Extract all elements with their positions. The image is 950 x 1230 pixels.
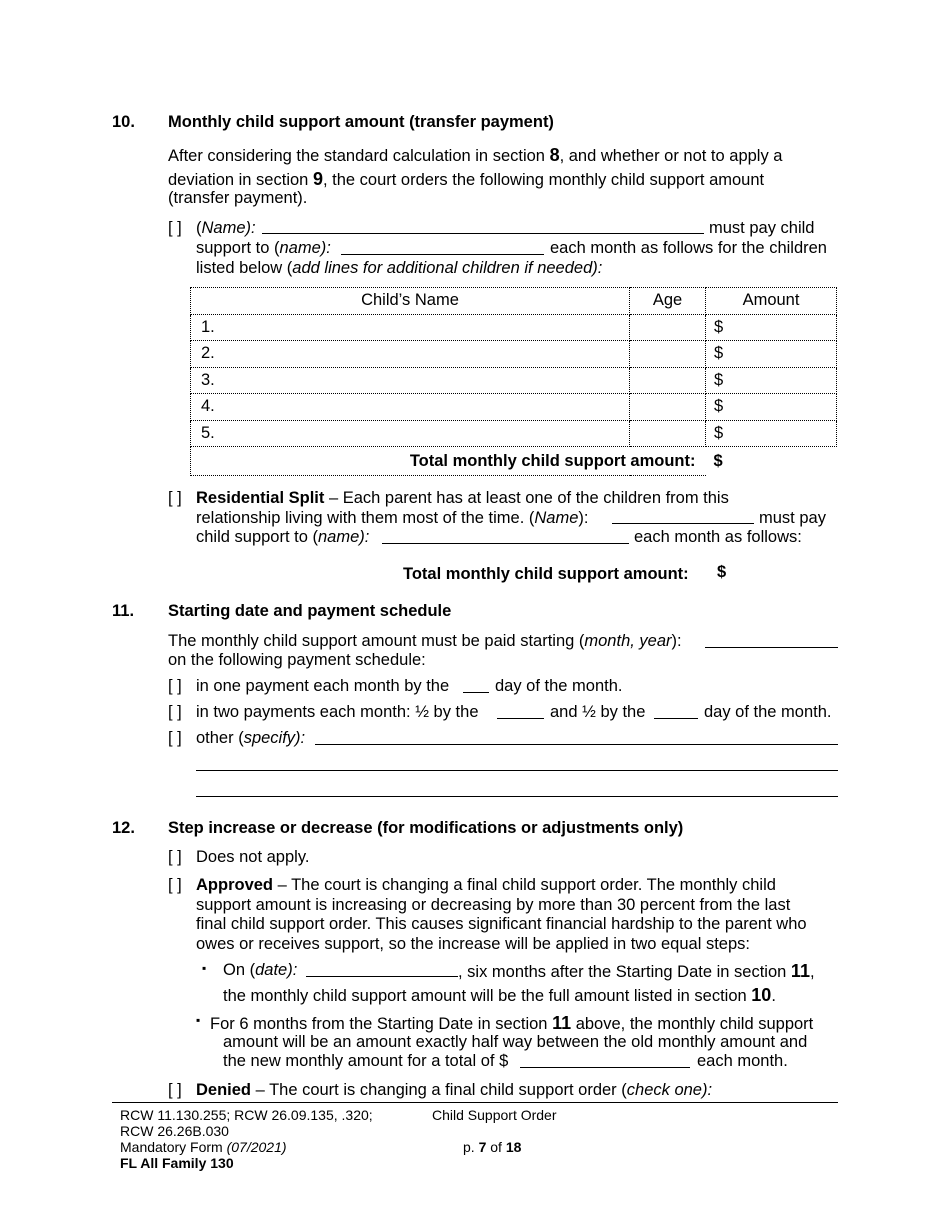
first-half-day-field[interactable]	[497, 718, 544, 719]
payee-name-label: support to (name):	[196, 239, 331, 257]
children-table	[190, 287, 837, 476]
one-payment-day-field[interactable]	[463, 692, 489, 693]
two-payments-checkbox[interactable]: [ ]	[168, 703, 182, 721]
step-half-line2: amount will be an amount exactly half way between the old monthly amount and	[223, 1033, 808, 1051]
age-cell[interactable]	[630, 341, 706, 368]
table-total-row	[191, 447, 837, 476]
other-specify-field-3[interactable]	[196, 796, 838, 797]
age-cell[interactable]	[630, 367, 706, 394]
footer-page-number: p. 7 of 18	[463, 1139, 522, 1155]
age-cell[interactable]	[630, 314, 706, 341]
split-payee-name-field[interactable]	[382, 543, 629, 544]
children-list-instruction: listed below (add lines for additional children if needed):	[196, 259, 603, 277]
option-residential-split-checkbox[interactable]: [ ]	[168, 489, 182, 507]
row-number[interactable]: 2.	[191, 341, 630, 368]
step-full-amount-text: the monthly child support amount will be the full amount listed in section 10.	[223, 985, 776, 1005]
payer-name-field[interactable]	[262, 233, 704, 234]
section-10-intro-line2: deviation in section 9, the court orders the following monthly child support amount	[168, 169, 765, 189]
start-date-field[interactable]	[705, 647, 838, 648]
other-specify-label: other (specify):	[196, 729, 306, 747]
section-11-number: 11.	[112, 602, 135, 620]
step-half-line1: For 6 months from the Starting Date in section 11 above, the monthly child support	[210, 1013, 814, 1033]
split-payer-name-field[interactable]	[612, 523, 754, 524]
bullet-icon: ▪	[202, 961, 207, 975]
col-age: Age	[630, 288, 706, 315]
section-11-title: Starting date and payment schedule	[168, 602, 452, 620]
must-pay-text: must pay child	[709, 219, 815, 237]
children-table-header	[191, 288, 837, 315]
step-half-each-month: each month.	[697, 1052, 788, 1070]
approved-line1: Approved – The court is changing a final child support order. The monthly child	[196, 876, 776, 894]
footer-mandatory-form: Mandatory Form (07/2021)	[120, 1139, 287, 1155]
split-total-label: Total monthly child support amount:	[403, 565, 689, 583]
denied-text: Denied – The court is changing a final child support order (check one):	[196, 1081, 713, 1099]
footer-rcw-line1: RCW 11.130.255; RCW 26.09.135, .320;	[120, 1107, 373, 1123]
footer-rcw-line2: RCW 26.26B.030	[120, 1123, 229, 1139]
total-amount[interactable]: $	[713, 451, 723, 470]
one-payment-checkbox[interactable]: [ ]	[168, 677, 182, 695]
amount-cell[interactable]: $	[706, 420, 837, 447]
approved-line4: owes or receives support, so the increase will be applied in two equal steps:	[196, 935, 750, 953]
second-half-day-field[interactable]	[654, 718, 698, 719]
step-half-total-field[interactable]	[520, 1067, 690, 1068]
table-row	[191, 314, 837, 341]
does-not-apply-checkbox[interactable]: [ ]	[168, 848, 182, 866]
table-row	[191, 367, 837, 394]
amount-cell[interactable]: $	[706, 394, 837, 421]
other-specify-field[interactable]	[315, 744, 838, 745]
section-12-number: 12.	[112, 819, 135, 837]
bullet-icon: ▪	[196, 1013, 201, 1027]
amount-cell[interactable]: $	[706, 314, 837, 341]
step-date-text: , six months after the Starting Date in section 11,	[458, 961, 815, 981]
age-cell[interactable]	[630, 420, 706, 447]
footer-form-id: FL All Family 130	[120, 1155, 234, 1171]
step-date-field[interactable]	[306, 976, 458, 977]
option-single-payer-checkbox[interactable]: [ ]	[168, 219, 182, 237]
col-childs-name: Child’s Name	[191, 288, 630, 315]
denied-checkbox[interactable]: [ ]	[168, 1081, 182, 1099]
row-number[interactable]: 4.	[191, 394, 630, 421]
two-payments-text-end: day of the month.	[704, 703, 832, 721]
footer-doc-title: Child Support Order	[432, 1107, 557, 1123]
approved-line3: final child support order. This causes significant financial hardship to the parent who	[196, 915, 807, 933]
split-total-amount[interactable]: $	[717, 563, 727, 581]
does-not-apply-text: Does not apply.	[196, 848, 310, 866]
residential-split-line1: Residential Split – Each parent has at least one of the children from this	[196, 489, 729, 507]
two-payments-and-text: and ½ by the	[550, 703, 646, 721]
row-number[interactable]: 5.	[191, 420, 630, 447]
footer-rule	[112, 1102, 838, 1103]
age-cell[interactable]	[630, 394, 706, 421]
payee-name-field[interactable]	[341, 254, 544, 255]
section-10-number: 10.	[112, 113, 135, 131]
other-schedule-checkbox[interactable]: [ ]	[168, 729, 182, 747]
row-number[interactable]: 3.	[191, 367, 630, 394]
each-month-text: each month as follows for the children	[550, 239, 827, 257]
step-half-line3: the new monthly amount for a total of $	[223, 1052, 509, 1070]
start-date-label: The monthly child support amount must be paid starting (month, year):	[168, 632, 682, 650]
two-payments-text: in two payments each month: ½ by the	[196, 703, 479, 721]
total-label: Total monthly child support amount:	[191, 447, 706, 476]
col-amount: Amount	[706, 288, 837, 315]
section-10-title: Monthly child support amount (transfer payment)	[168, 113, 554, 131]
one-payment-text-end: day of the month.	[495, 677, 623, 695]
approved-line2: support amount is increasing or decreasing by more than 30 percent from the last	[196, 896, 791, 914]
amount-cell[interactable]: $	[706, 367, 837, 394]
residential-split-line2: relationship living with them most of the time. (Name):	[196, 509, 589, 527]
amount-cell[interactable]: $	[706, 341, 837, 368]
table-row	[191, 394, 837, 421]
payment-schedule-label: on the following payment schedule:	[168, 651, 426, 669]
step-date-label: On (date):	[223, 961, 298, 979]
other-specify-field-2[interactable]	[196, 770, 838, 771]
each-month-text-2: each month as follows:	[634, 528, 802, 546]
must-pay-text-2: must pay	[759, 509, 826, 527]
residential-split-line3: child support to (name):	[196, 528, 370, 546]
section-12-title: Step increase or decrease (for modifications or adjustments only)	[168, 819, 684, 837]
row-number[interactable]: 1.	[191, 314, 630, 341]
table-row	[191, 341, 837, 368]
section-10-intro-line3: (transfer payment).	[168, 189, 308, 207]
payer-name-label: (Name):	[196, 219, 256, 237]
approved-checkbox[interactable]: [ ]	[168, 876, 182, 894]
section-10-intro-line1: After considering the standard calculation in section 8, and whether or not to apply a	[168, 145, 783, 165]
table-row	[191, 420, 837, 447]
one-payment-text: in one payment each month by the	[196, 677, 450, 695]
